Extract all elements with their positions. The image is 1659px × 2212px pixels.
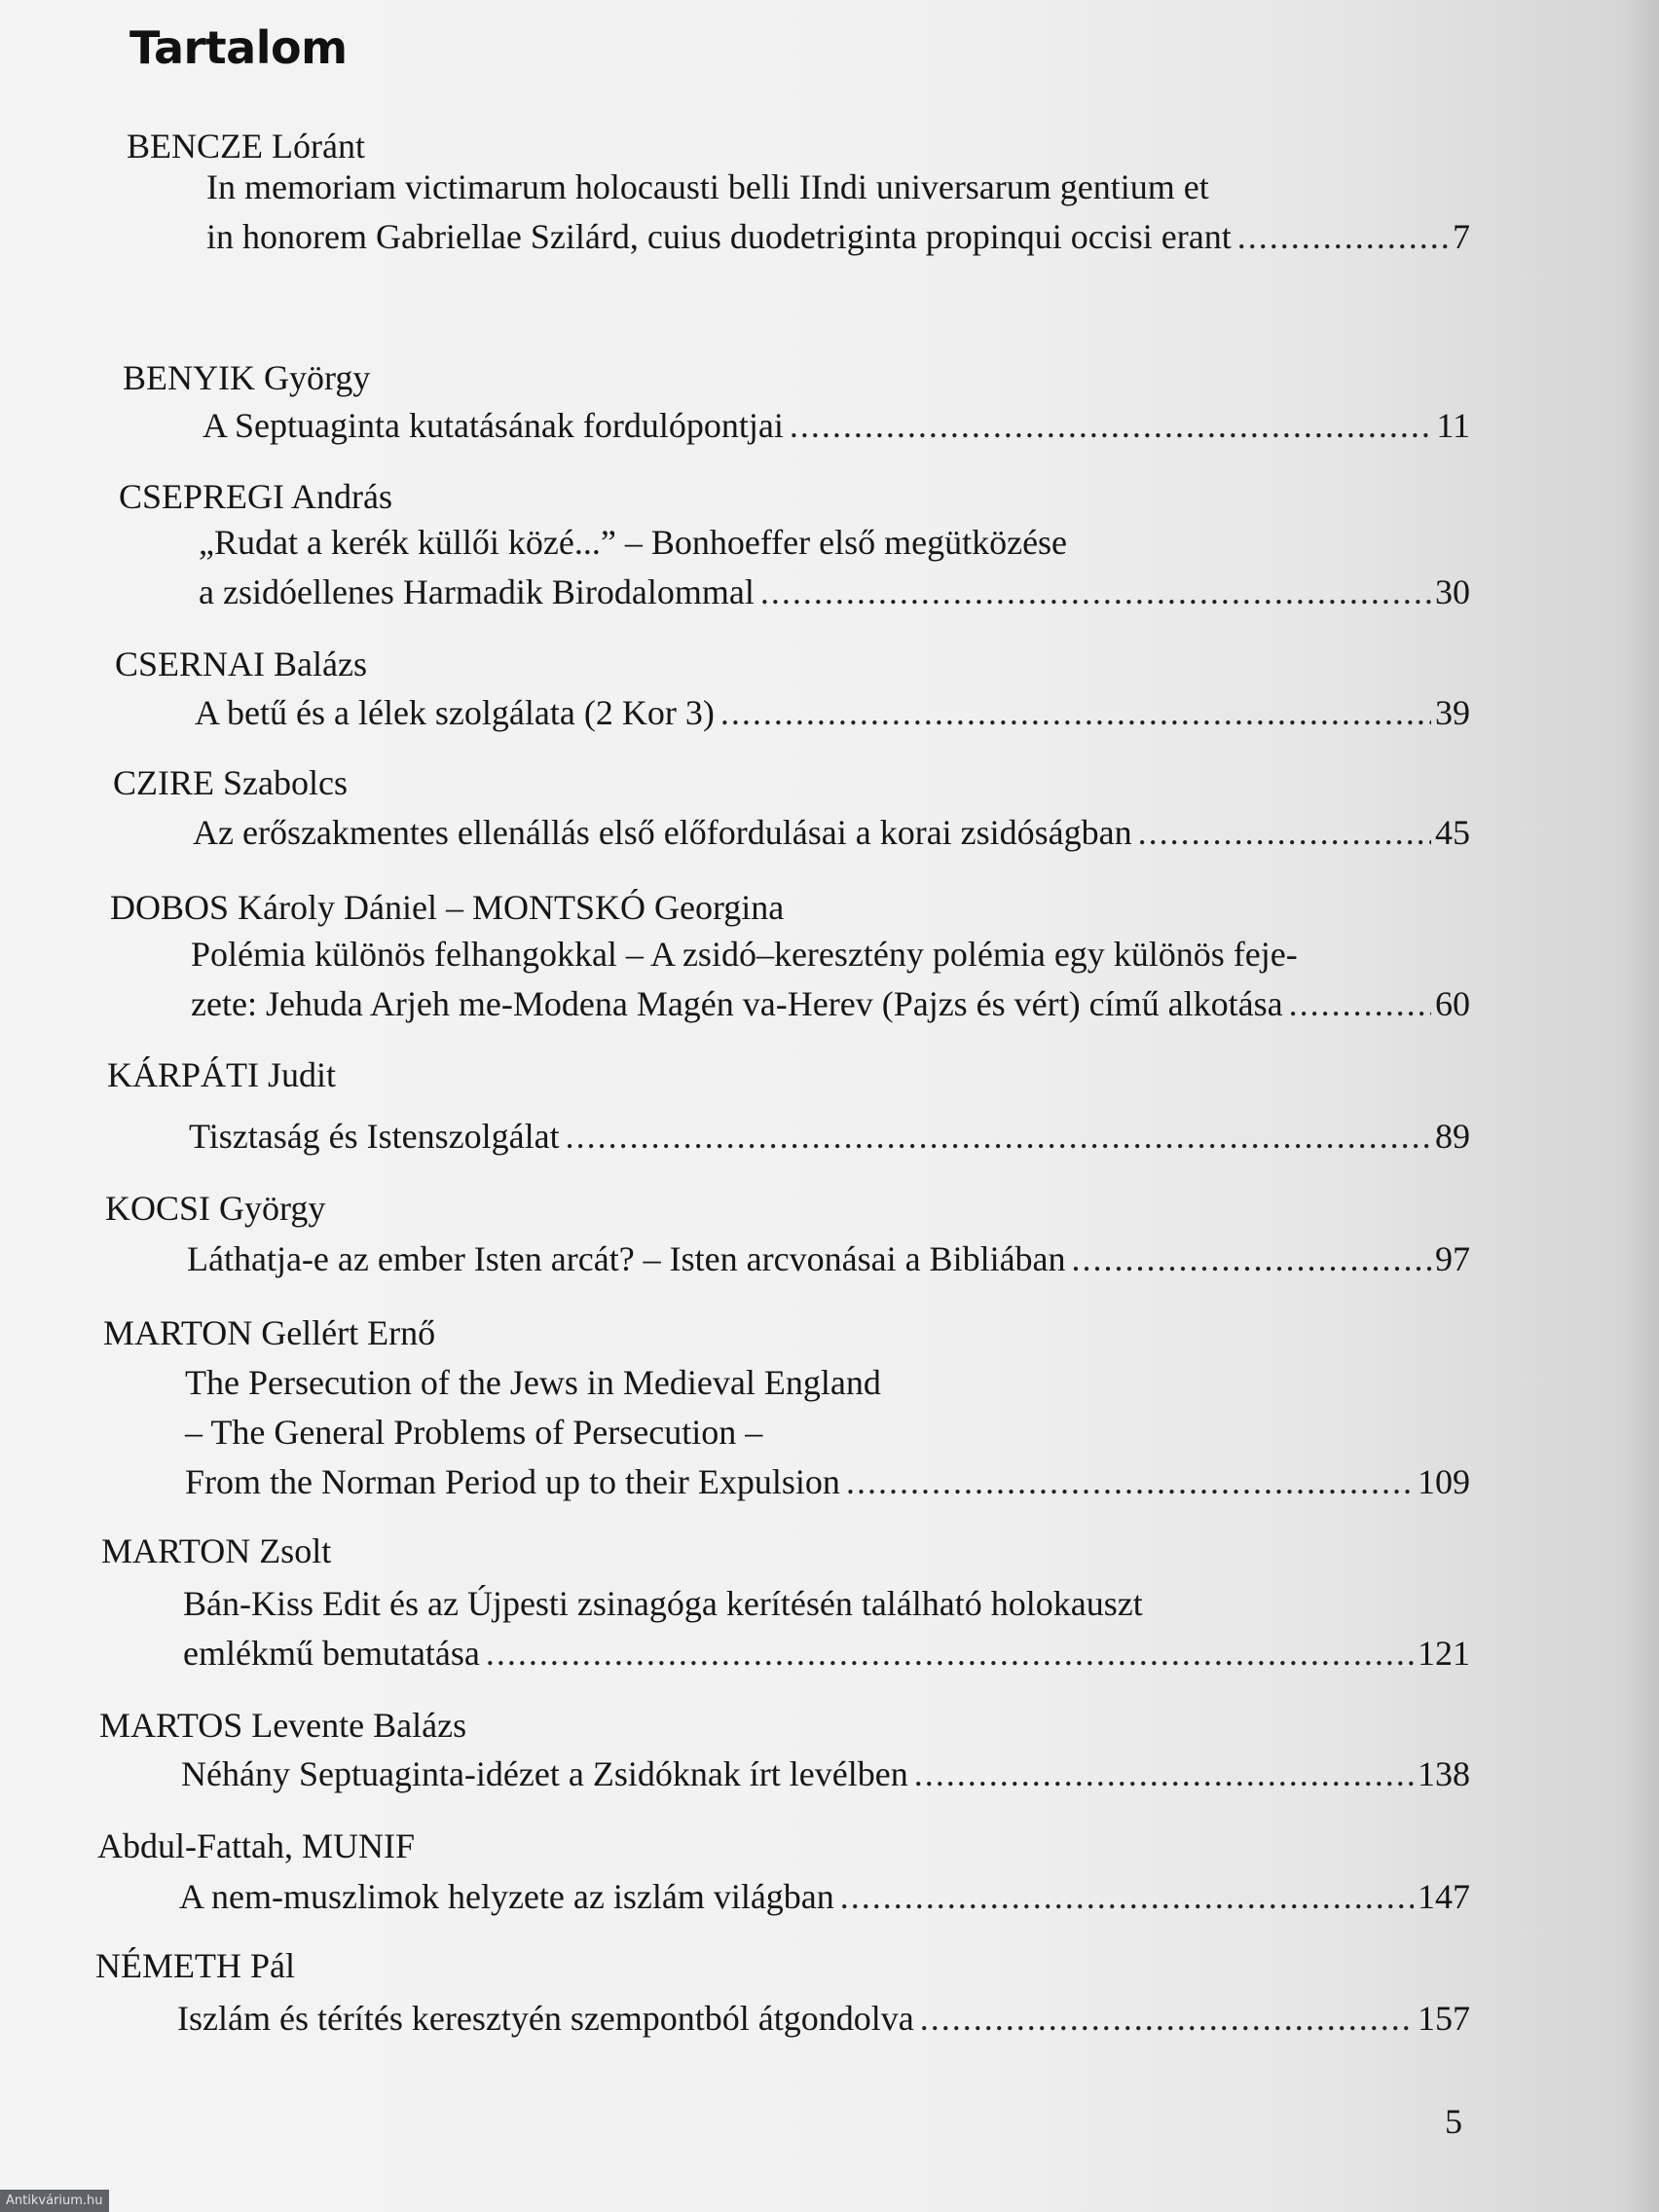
toc-title-text: „Rudat a kerék küllői közé...” – Bonhoeffer első megütközése xyxy=(199,523,1068,562)
toc-author: CSERNAI Balázs xyxy=(115,645,367,683)
toc-title-text: Iszlám és térítés keresztyén szempontból átgondolva xyxy=(177,1999,914,2038)
toc-page-number: 157 xyxy=(1418,1999,1470,2038)
toc-title-text: A nem-muszlimok helyzete az iszlám világban xyxy=(179,1877,834,1916)
toc-title-line xyxy=(181,1750,1470,1799)
toc-title-line xyxy=(191,930,1470,979)
toc-page-number: 138 xyxy=(1418,1754,1470,1793)
toc-title-line xyxy=(203,401,1470,451)
toc-author: MARTON Zsolt xyxy=(101,1531,332,1570)
toc-author: KOCSI György xyxy=(105,1189,326,1228)
toc-title-text: A Septuaginta kutatásának fordulópontjai xyxy=(203,406,784,445)
page-number: 5 xyxy=(1445,2102,1462,2141)
toc-title-text: From the Norman Period up to their Expulsion xyxy=(185,1462,840,1501)
toc-title-line xyxy=(187,1235,1470,1284)
dot-leader xyxy=(1138,808,1431,858)
toc-entry-title[interactable] xyxy=(206,163,1470,262)
toc-title-line xyxy=(179,1872,1470,1922)
dot-leader xyxy=(486,1629,1414,1678)
toc-author: KÁRPÁTI Judit xyxy=(107,1055,337,1094)
toc-title-line xyxy=(195,688,1470,738)
toc-title-line xyxy=(183,1579,1470,1629)
toc-author: MARTOS Levente Balázs xyxy=(99,1706,467,1745)
toc-page-number: 97 xyxy=(1435,1239,1470,1278)
dot-leader xyxy=(920,1994,1414,2044)
toc-title-line xyxy=(206,212,1470,262)
toc-title-text: Néhány Septuaginta-idézet a Zsidóknak írt levélben xyxy=(181,1754,908,1793)
toc-page-number: 147 xyxy=(1418,1877,1470,1916)
toc-entry-title[interactable] xyxy=(189,1112,1470,1161)
toc-title-text: Bán-Kiss Edit és az Újpesti zsinagóga kerítésén található holokauszt xyxy=(183,1584,1143,1623)
toc-entry-title[interactable] xyxy=(203,401,1470,451)
toc-entry-title[interactable] xyxy=(185,1358,1470,1507)
toc-author: CSEPREGI András xyxy=(119,477,393,516)
dot-leader xyxy=(760,568,1431,617)
toc-title-line xyxy=(189,1112,1470,1161)
toc-author: NÉMETH Pál xyxy=(95,1946,295,1985)
watermark-label: Antikvárium.hu xyxy=(0,2190,109,2212)
toc-title-text: in honorem Gabriellae Szilárd, cuius duodetriginta propinqui occisi erant xyxy=(206,217,1232,256)
toc-author: DOBOS Károly Dániel – MONTSKÓ Georgina xyxy=(110,888,785,927)
toc-entry-title[interactable] xyxy=(179,1872,1470,1922)
toc-title-line xyxy=(177,1994,1470,2044)
toc-author: BENCZE Lóránt xyxy=(127,127,365,166)
toc-page-number: 60 xyxy=(1435,984,1470,1023)
toc-title-text: emlékmű bemutatása xyxy=(183,1634,480,1673)
toc-entry-title[interactable] xyxy=(181,1750,1470,1799)
toc-title-line xyxy=(199,568,1470,617)
toc-title-line xyxy=(185,1408,1470,1457)
toc-title-text: zete: Jehuda Arjeh me-Modena Magén va-Herev (Pajzs és vért) című alkotása xyxy=(191,984,1283,1023)
toc-entry-title[interactable] xyxy=(195,688,1470,738)
dot-leader xyxy=(566,1112,1431,1161)
toc-author: MARTON Gellért Ernő xyxy=(103,1313,436,1352)
toc-author: CZIRE Szabolcs xyxy=(113,763,348,802)
dot-leader xyxy=(1289,979,1431,1029)
toc-title-text: In memoriam victimarum holocausti belli IIndi universarum gentium et xyxy=(206,167,1209,206)
toc-entry-title[interactable] xyxy=(199,518,1470,617)
toc-title-text: The Persecution of the Jews in Medieval England xyxy=(185,1363,881,1402)
toc-title-text: Tisztaság és Istenszolgálat xyxy=(189,1117,560,1156)
toc-author: BENYIK György xyxy=(123,358,371,397)
toc-page-number: 39 xyxy=(1435,693,1470,732)
dot-leader xyxy=(1072,1235,1431,1284)
toc-page-number: 30 xyxy=(1435,572,1470,611)
toc-title-line xyxy=(199,518,1470,568)
toc-title-line xyxy=(185,1358,1470,1408)
dot-leader xyxy=(914,1750,1414,1799)
page-title: Tartalom xyxy=(129,21,348,74)
dot-leader xyxy=(720,688,1431,738)
toc-page-number: 45 xyxy=(1435,813,1470,852)
dot-leader xyxy=(840,1872,1414,1922)
toc-title-text: A betű és a lélek szolgálata (2 Kor 3) xyxy=(195,693,715,732)
toc-title-line xyxy=(193,808,1470,858)
toc-entry-title[interactable] xyxy=(193,808,1470,858)
toc-title-line xyxy=(183,1629,1470,1678)
toc-title-line xyxy=(206,163,1470,212)
toc-author: Abdul-Fattah, MUNIF xyxy=(97,1826,415,1865)
toc-page-number: 109 xyxy=(1418,1462,1470,1501)
toc-entry-title[interactable] xyxy=(183,1579,1470,1678)
toc-entry-title[interactable] xyxy=(191,930,1470,1029)
toc-entry-title[interactable] xyxy=(177,1994,1470,2044)
toc-title-text: Az erőszakmentes ellenállás első előfordulásai a korai zsidóságban xyxy=(193,813,1132,852)
toc-page-number: 121 xyxy=(1418,1634,1470,1673)
toc-title-text: a zsidóellenes Harmadik Birodalommal xyxy=(199,572,755,611)
toc-page-number: 11 xyxy=(1436,406,1470,445)
toc-title-line xyxy=(185,1457,1470,1507)
toc-page-number: 7 xyxy=(1453,217,1470,256)
dot-leader xyxy=(1237,212,1449,262)
toc-title-text: Polémia különös felhangokkal – A zsidó–keresztény polémia egy különös feje- xyxy=(191,935,1298,974)
toc-entry-title[interactable] xyxy=(187,1235,1470,1284)
dot-leader xyxy=(790,401,1432,451)
dot-leader xyxy=(846,1457,1414,1507)
toc-title-text: – The General Problems of Persecution – xyxy=(185,1413,763,1452)
toc-title-line xyxy=(191,979,1470,1029)
toc-page-number: 89 xyxy=(1435,1117,1470,1156)
toc-title-text: Láthatja-e az ember Isten arcát? – Isten arcvonásai a Bibliában xyxy=(187,1239,1066,1278)
